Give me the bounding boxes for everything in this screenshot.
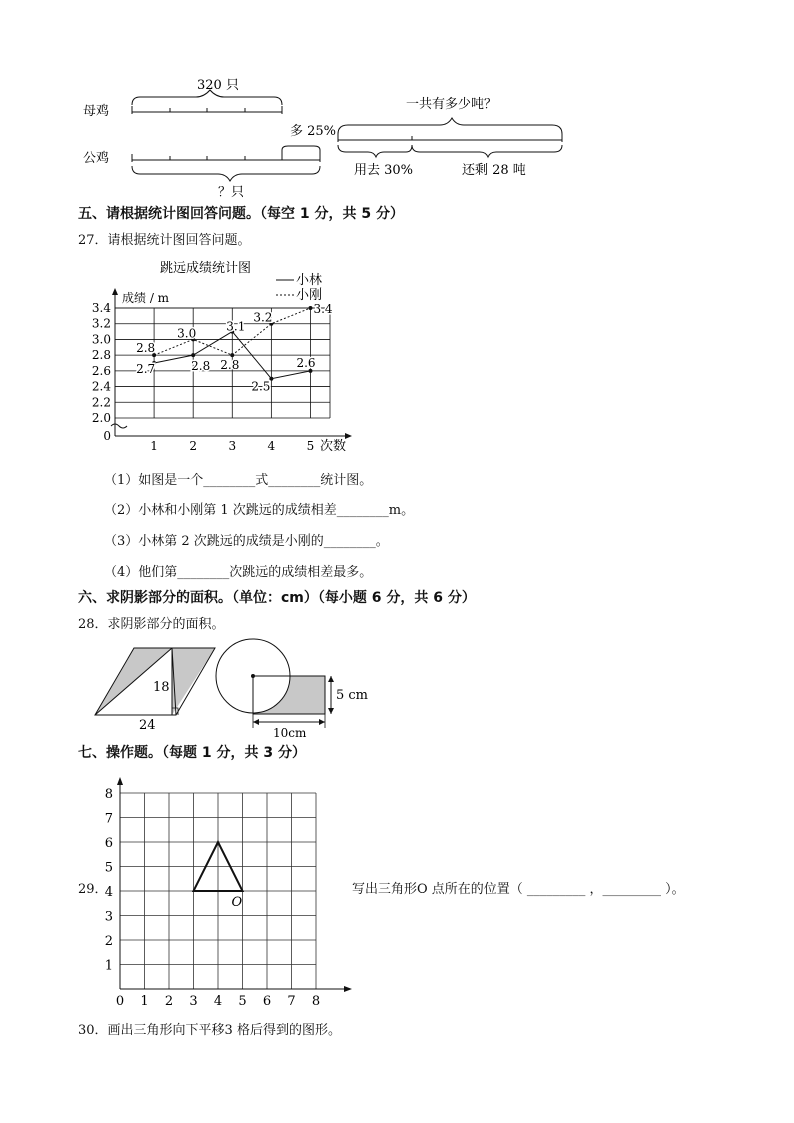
blank-3: （3）小林第 2 次跳远的成绩是小刚的________。 [104,534,389,549]
blank-1: （1）如图是一个________式________统计图。 [104,473,373,488]
width-10cm-label: 10cm [273,726,307,740]
section7-heading: 七、操作题。（每题 1 分，共 3 分） [78,745,306,761]
x-tick-label: 8 [311,994,321,1009]
y-tick-label: 2 [104,934,113,949]
x-tick-label: 0 [115,994,125,1009]
y-tick-label: 3.4 [91,301,111,315]
series-point-1 [230,353,234,357]
x-tick-label: 2 [164,994,174,1009]
blank-2: （2）小林和小刚第 1 次跳远的成绩相差________m。 [104,503,415,518]
series-point-1 [308,306,312,310]
data-label-1: 2.8 [220,358,240,373]
point-o-label: O [231,895,243,910]
data-label-1: 3.0 [177,326,197,341]
x-axis-arrow [345,433,352,439]
used-brace [338,145,412,157]
hen-ticks [132,106,282,114]
data-label-1: 2.8 [136,341,156,356]
series-point-0 [191,353,195,357]
legend-label-0: 小林 [296,273,323,288]
long-jump-line-chart [78,256,378,456]
data-label-0: 2.6 [296,355,316,370]
x-axis-label: 次数 [320,439,347,454]
x-tick-label: 1 [150,439,158,453]
coordinate-grid [96,775,358,1013]
left-tons-label: 还剩 28 吨 [462,163,526,178]
hen-total-label: 320 只 [197,78,239,93]
chicken-line-diagram [70,70,340,200]
more-brace [282,146,320,160]
data-label-1: 3.2 [253,310,273,325]
data-label-0: 2.7 [136,362,156,376]
tons-ticks [338,134,562,142]
y-tick-label: 7 [104,811,113,827]
data-label-0: 2.8 [191,359,211,374]
x-tick-label: 7 [287,994,296,1009]
height-5cm-label: 5 cm [336,688,369,703]
total-brace [338,118,562,134]
data-label-0: 2.5 [251,379,271,394]
tons-line-diagram [330,90,570,185]
axis-break-mark [111,424,127,428]
x-tick-label: 2 [189,439,198,453]
x-tick-label: 5 [238,994,247,1009]
y-axis-arrow [117,777,123,785]
y-tick-label: 5 [104,860,113,876]
y-axis-label: 成绩 / m [122,291,170,305]
y-tick-label: 4 [104,885,113,900]
y-tick-label: 2.2 [91,395,111,410]
question-28: 28．求阴影部分的面积。 [78,617,225,632]
center-dot [251,674,255,678]
more-percent-label: 多 25% [290,124,337,139]
left-brace [412,145,562,157]
y-tick-label: 1 [104,958,113,974]
x-tick-label: 4 [213,994,223,1009]
blank-4: （4）他们第________次跳远的成绩相差最多。 [104,565,373,580]
x-tick-label: 3 [228,439,237,453]
height-18-label: 18 [153,680,170,695]
rooster-unknown-label: ？只 [218,185,245,200]
total-tons-question: 一共有多少吨？ [406,97,498,112]
question-27: 27．请根据统计图回答问题。 [78,233,251,248]
used-percent-label: 用去 30% [354,163,414,178]
y-tick-label: 0 [103,429,111,443]
y-tick-label: 3.2 [91,316,111,331]
y-tick-label: 2.4 [91,379,111,394]
question-30: 30．画出三角形向下平移3 格后得到的图形。 [78,1023,341,1038]
y-tick-label: 2.8 [91,348,111,363]
x-axis-arrow [344,986,352,992]
section6-heading: 六、求阴影部分的面积。（单位：cm）（每小题 6 分，共 6 分） [78,590,476,606]
base-24-label: 24 [139,718,156,733]
x-tick-label: 4 [267,439,276,453]
rooster-bottom-brace [132,166,320,181]
parallelogram-figure [90,640,225,735]
rooster-ticks [132,154,320,162]
data-label-0: 3.1 [226,319,246,334]
shaded-triangle-right [172,648,215,715]
y-tick-label: 2.6 [91,363,111,378]
y-tick-label: 3.0 [91,332,111,347]
rooster-label: 公鸡 [83,151,110,166]
section5-heading: 五、请根据统计图回答问题。（每空 1 分，共 5 分） [78,206,404,222]
y-axis-arrow [112,288,118,295]
y-tick-label: 6 [104,836,113,851]
y-tick-label: 3 [104,909,113,925]
x-tick-label: 1 [140,994,149,1009]
chart-title: 跳远成绩统计图 [160,261,252,276]
hen-label: 母鸡 [83,104,110,119]
circle-rectangle-figure [213,636,373,741]
x-tick-label: 3 [189,994,198,1009]
x-tick-label: 5 [306,439,315,453]
legend-label-1: 小刚 [296,288,323,303]
y-tick-label: 2.0 [91,411,111,425]
data-label-1: 3.4 [313,302,333,316]
y-tick-label: 8 [104,787,113,802]
x-tick-label: 6 [262,994,272,1009]
question-29-number: 29． [78,882,108,897]
question-29-text: 写出三角形O 点所在的位置（ _________ ，_________ ）。 [352,882,685,897]
